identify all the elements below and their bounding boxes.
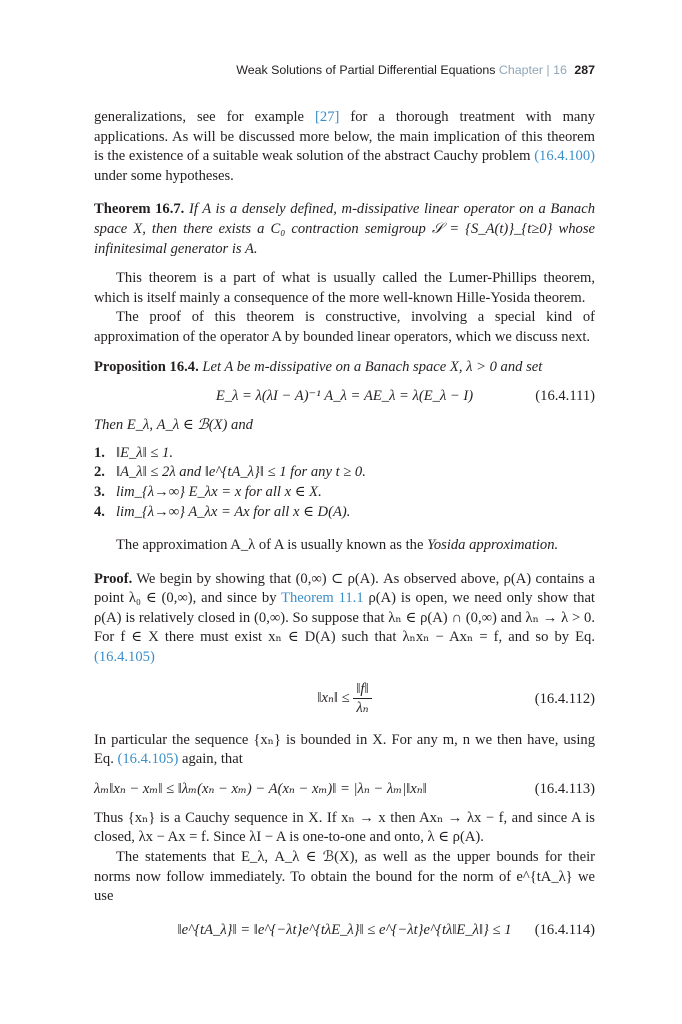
proposition-16-4 xyxy=(94,358,595,378)
paragraph-3: The proof of this theorem is constructive, involving a special kind of approximation of the operator A by bounded linear operators, which we discuss next. xyxy=(94,309,595,345)
page-body xyxy=(94,108,595,950)
theorem-text: If A is a densely defined, m-dissipative linear operator on a Banach space X, then there exists a C₀ contraction semigroup 𝒮 = {S_A(t)}_{t≥0} whose infinitesimal generator is A. xyxy=(94,201,595,257)
equation-112-numerator: ‖f‖ xyxy=(353,680,371,699)
proof-label: Proof. xyxy=(94,570,133,587)
list-item xyxy=(94,503,595,523)
page-number: 287 xyxy=(574,63,595,77)
paragraph-2: This theorem is a part of what is usually called the Lumer-Phillips theorem, which is itself mainly a consequence of the more well-known Hille-Yosida theorem. xyxy=(94,270,595,306)
paragraph-6: Thus {xₙ} is a Cauchy sequence in X. If xₙ → x then Axₙ → λx − f, and since A is closed, λx − Ax = f. Since λI − A is one-to-one and onto, λ ∈ ρ(A). xyxy=(94,809,595,846)
equation-link-16-4-105[interactable]: (16.4.105) xyxy=(94,649,155,666)
equation-111-number: (16.4.111) xyxy=(535,388,595,405)
equation-112-number: (16.4.112) xyxy=(534,690,595,707)
para1-text-2: for a thorough treatment with many applications. As will be discussed more below, the main implication of this theorem is the existence of a suitable weak solution of the abstract Cauchy problem xyxy=(94,109,595,165)
list-item-number: 3. xyxy=(94,483,105,500)
list-item-text: ‖E_λ‖ ≤ 1. xyxy=(116,444,173,461)
equation-113-math: λₘ‖xₙ − xₘ‖ ≤ ‖λₘ(xₙ − xₘ) − A(xₙ − xₘ)‖ = |λₙ − λₘ|‖xₙ‖ xyxy=(94,780,427,797)
para4-text: The approximation A_λ of A is usually known as the xyxy=(116,537,428,554)
list-item xyxy=(94,444,595,464)
paragraph-4 xyxy=(94,536,595,556)
para1-text-3: under some hypotheses. xyxy=(94,167,234,184)
running-header xyxy=(236,63,595,77)
proof-text-1: We begin by showing that (0,∞) ⊂ ρ(A). As observed above, ρ(A) contains a point λ₀ ∈ (0,∞), and since by xyxy=(94,570,595,607)
equation-16-4-114 xyxy=(94,921,595,941)
para5-text-2: again, that xyxy=(178,751,243,768)
equation-114-number: (16.4.114) xyxy=(534,921,595,938)
list-item xyxy=(94,463,595,483)
theorem-11-1-link[interactable]: Theorem 11.1 xyxy=(281,590,364,607)
equation-113-number: (16.4.113) xyxy=(534,780,595,797)
equation-16-4-112 xyxy=(94,678,595,722)
theorem-label: Theorem 16.7. xyxy=(94,201,185,218)
equation-16-4-113 xyxy=(94,780,595,800)
equation-link-16-4-105-again[interactable]: (16.4.105) xyxy=(117,751,179,768)
equation-link-16-4-100[interactable]: (16.4.100) xyxy=(534,148,595,165)
list-item-number: 2. xyxy=(94,464,105,481)
paragraph-7: The statements that E_λ, A_λ ∈ ℬ(X), as well as the upper bounds for their norms now follow immediately. To obtain the bound for the norm of e^{tA_λ} we use xyxy=(94,849,595,905)
list-item-text: lim_{λ→∞} E_λx = x for all x ∈ X. xyxy=(116,483,322,500)
para1-text-1: generalizations, see for example xyxy=(94,109,316,125)
proposition-list xyxy=(94,444,595,522)
yosida-approximation-term: Yosida approximation. xyxy=(427,537,559,554)
paragraph-1 xyxy=(94,108,595,186)
list-item-text: ‖A_λ‖ ≤ 2λ and ‖e^{tA_λ}‖ ≤ 1 for any t ≥ 0. xyxy=(116,464,366,481)
equation-112-lhs: ‖xₙ‖ ≤ xyxy=(317,689,350,706)
header-title: Weak Solutions of Partial Differential Equations xyxy=(236,63,496,77)
theorem-16-7 xyxy=(94,200,595,259)
header-chapter: Chapter | 16 xyxy=(498,63,567,77)
proposition-text: Let A be m-dissipative on a Banach space X, λ > 0 and set xyxy=(198,358,543,375)
proof-text-2: ρ(A) is open, we need only show that ρ(A) is relatively closed in (0,∞). So suppose that λₙ ∈ ρ(A) ∩ (0,∞) and λₙ → λ > 0. For f ∈ X there must exist xₙ ∈ D(A) such that λₙxₙ − Axₙ = f, and so by Eq. xyxy=(94,590,595,646)
para5-text-1: In particular the sequence {xₙ} is bounded in X. For any m, n we then have, using Eq. xyxy=(94,731,595,768)
equation-16-4-111 xyxy=(94,387,595,407)
proposition-then: Then E_λ, A_λ ∈ ℬ(X) and xyxy=(94,417,253,434)
list-item-number: 4. xyxy=(94,503,105,520)
equation-111-math: E_λ = λ(λI − A)⁻¹ A_λ = AE_λ = λ(E_λ − I) xyxy=(215,388,474,405)
equation-112-math xyxy=(94,680,595,717)
proof xyxy=(94,570,595,668)
paragraph-5 xyxy=(94,731,595,770)
list-item-text: lim_{λ→∞} A_λx = Ax for all x ∈ D(A). xyxy=(116,503,351,520)
citation-link-27[interactable]: [27] xyxy=(315,109,340,125)
equation-112-fraction xyxy=(353,680,371,717)
list-item xyxy=(94,483,595,503)
proposition-label: Proposition 16.4. xyxy=(94,358,199,375)
equation-112-denominator: λₙ xyxy=(356,699,369,716)
list-item-number: 1. xyxy=(94,444,105,461)
equation-114-math: ‖e^{tA_λ}‖ = ‖e^{−λt}e^{tλE_λ}‖ ≤ e^{−λt}e^{tλ‖E_λ‖} ≤ 1 xyxy=(177,921,512,938)
